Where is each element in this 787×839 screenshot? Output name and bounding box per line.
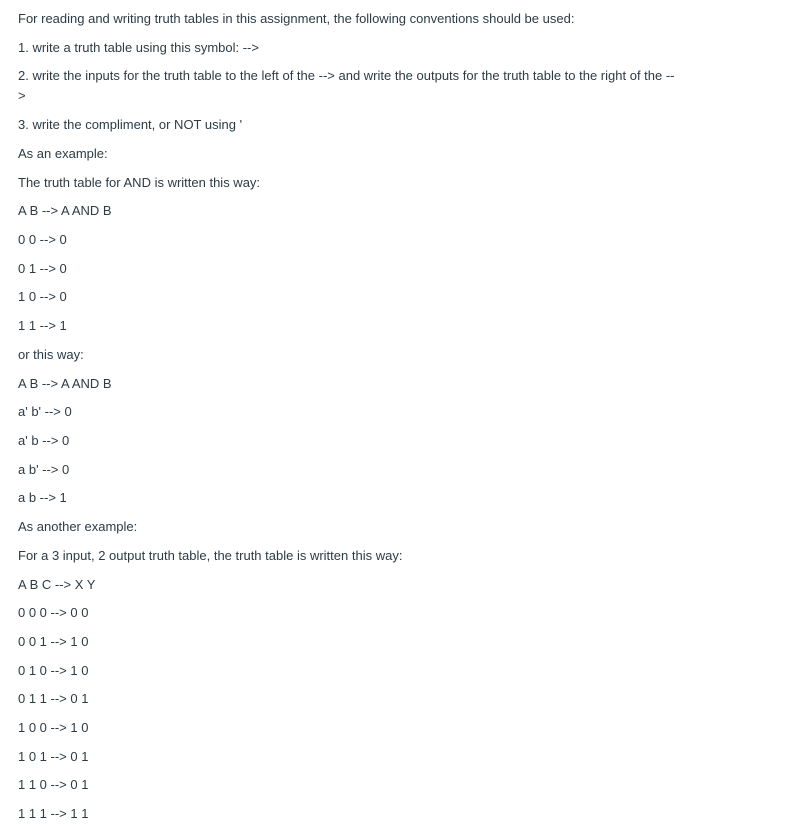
another-example-heading: As another example: — [18, 519, 138, 534]
three-input-row: 0 0 0 --> 0 0 — [18, 605, 89, 620]
convention-2-continued: > — [18, 88, 26, 103]
and-table-alt-row: a b --> 1 — [18, 490, 67, 505]
three-input-row: 1 0 1 --> 0 1 — [18, 749, 89, 764]
and-table-alt-row: a b' --> 0 — [18, 462, 70, 477]
and-table-alt-row: a' b --> 0 — [18, 433, 70, 448]
convention-1: 1. write a truth table using this symbol: --> — [18, 40, 259, 55]
and-table-row: 1 1 --> 1 — [18, 318, 67, 333]
convention-2: 2. write the inputs for the truth table to the left of the --> and write the outputs for the truth table to the right of the -- — [18, 68, 675, 83]
three-input-row: 1 1 0 --> 0 1 — [18, 777, 89, 792]
three-input-row: 1 1 1 --> 1 1 — [18, 806, 89, 821]
and-table-row: 0 0 --> 0 — [18, 232, 67, 247]
and-table-row: 0 1 --> 0 — [18, 261, 67, 276]
example-heading: As an example: — [18, 146, 108, 161]
and-table-header: A B --> A AND B — [18, 203, 112, 218]
three-input-header: A B C --> X Y — [18, 577, 96, 592]
and-table-alt-row: a' b' --> 0 — [18, 404, 72, 419]
and-table-intro: The truth table for AND is written this way: — [18, 175, 261, 190]
intro-paragraph: For reading and writing truth tables in this assignment, the following conventions should be used: — [18, 11, 575, 26]
convention-3: 3. write the compliment, or NOT using ' — [18, 117, 243, 132]
three-input-row: 1 0 0 --> 1 0 — [18, 720, 89, 735]
alternate-heading: or this way: — [18, 347, 84, 362]
and-table-alt-header: A B --> A AND B — [18, 376, 112, 391]
three-input-row: 0 1 1 --> 0 1 — [18, 691, 89, 706]
three-input-row: 0 0 1 --> 1 0 — [18, 634, 89, 649]
three-input-intro: For a 3 input, 2 output truth table, the truth table is written this way: — [18, 548, 403, 563]
and-table-row: 1 0 --> 0 — [18, 289, 67, 304]
three-input-row: 0 1 0 --> 1 0 — [18, 663, 89, 678]
